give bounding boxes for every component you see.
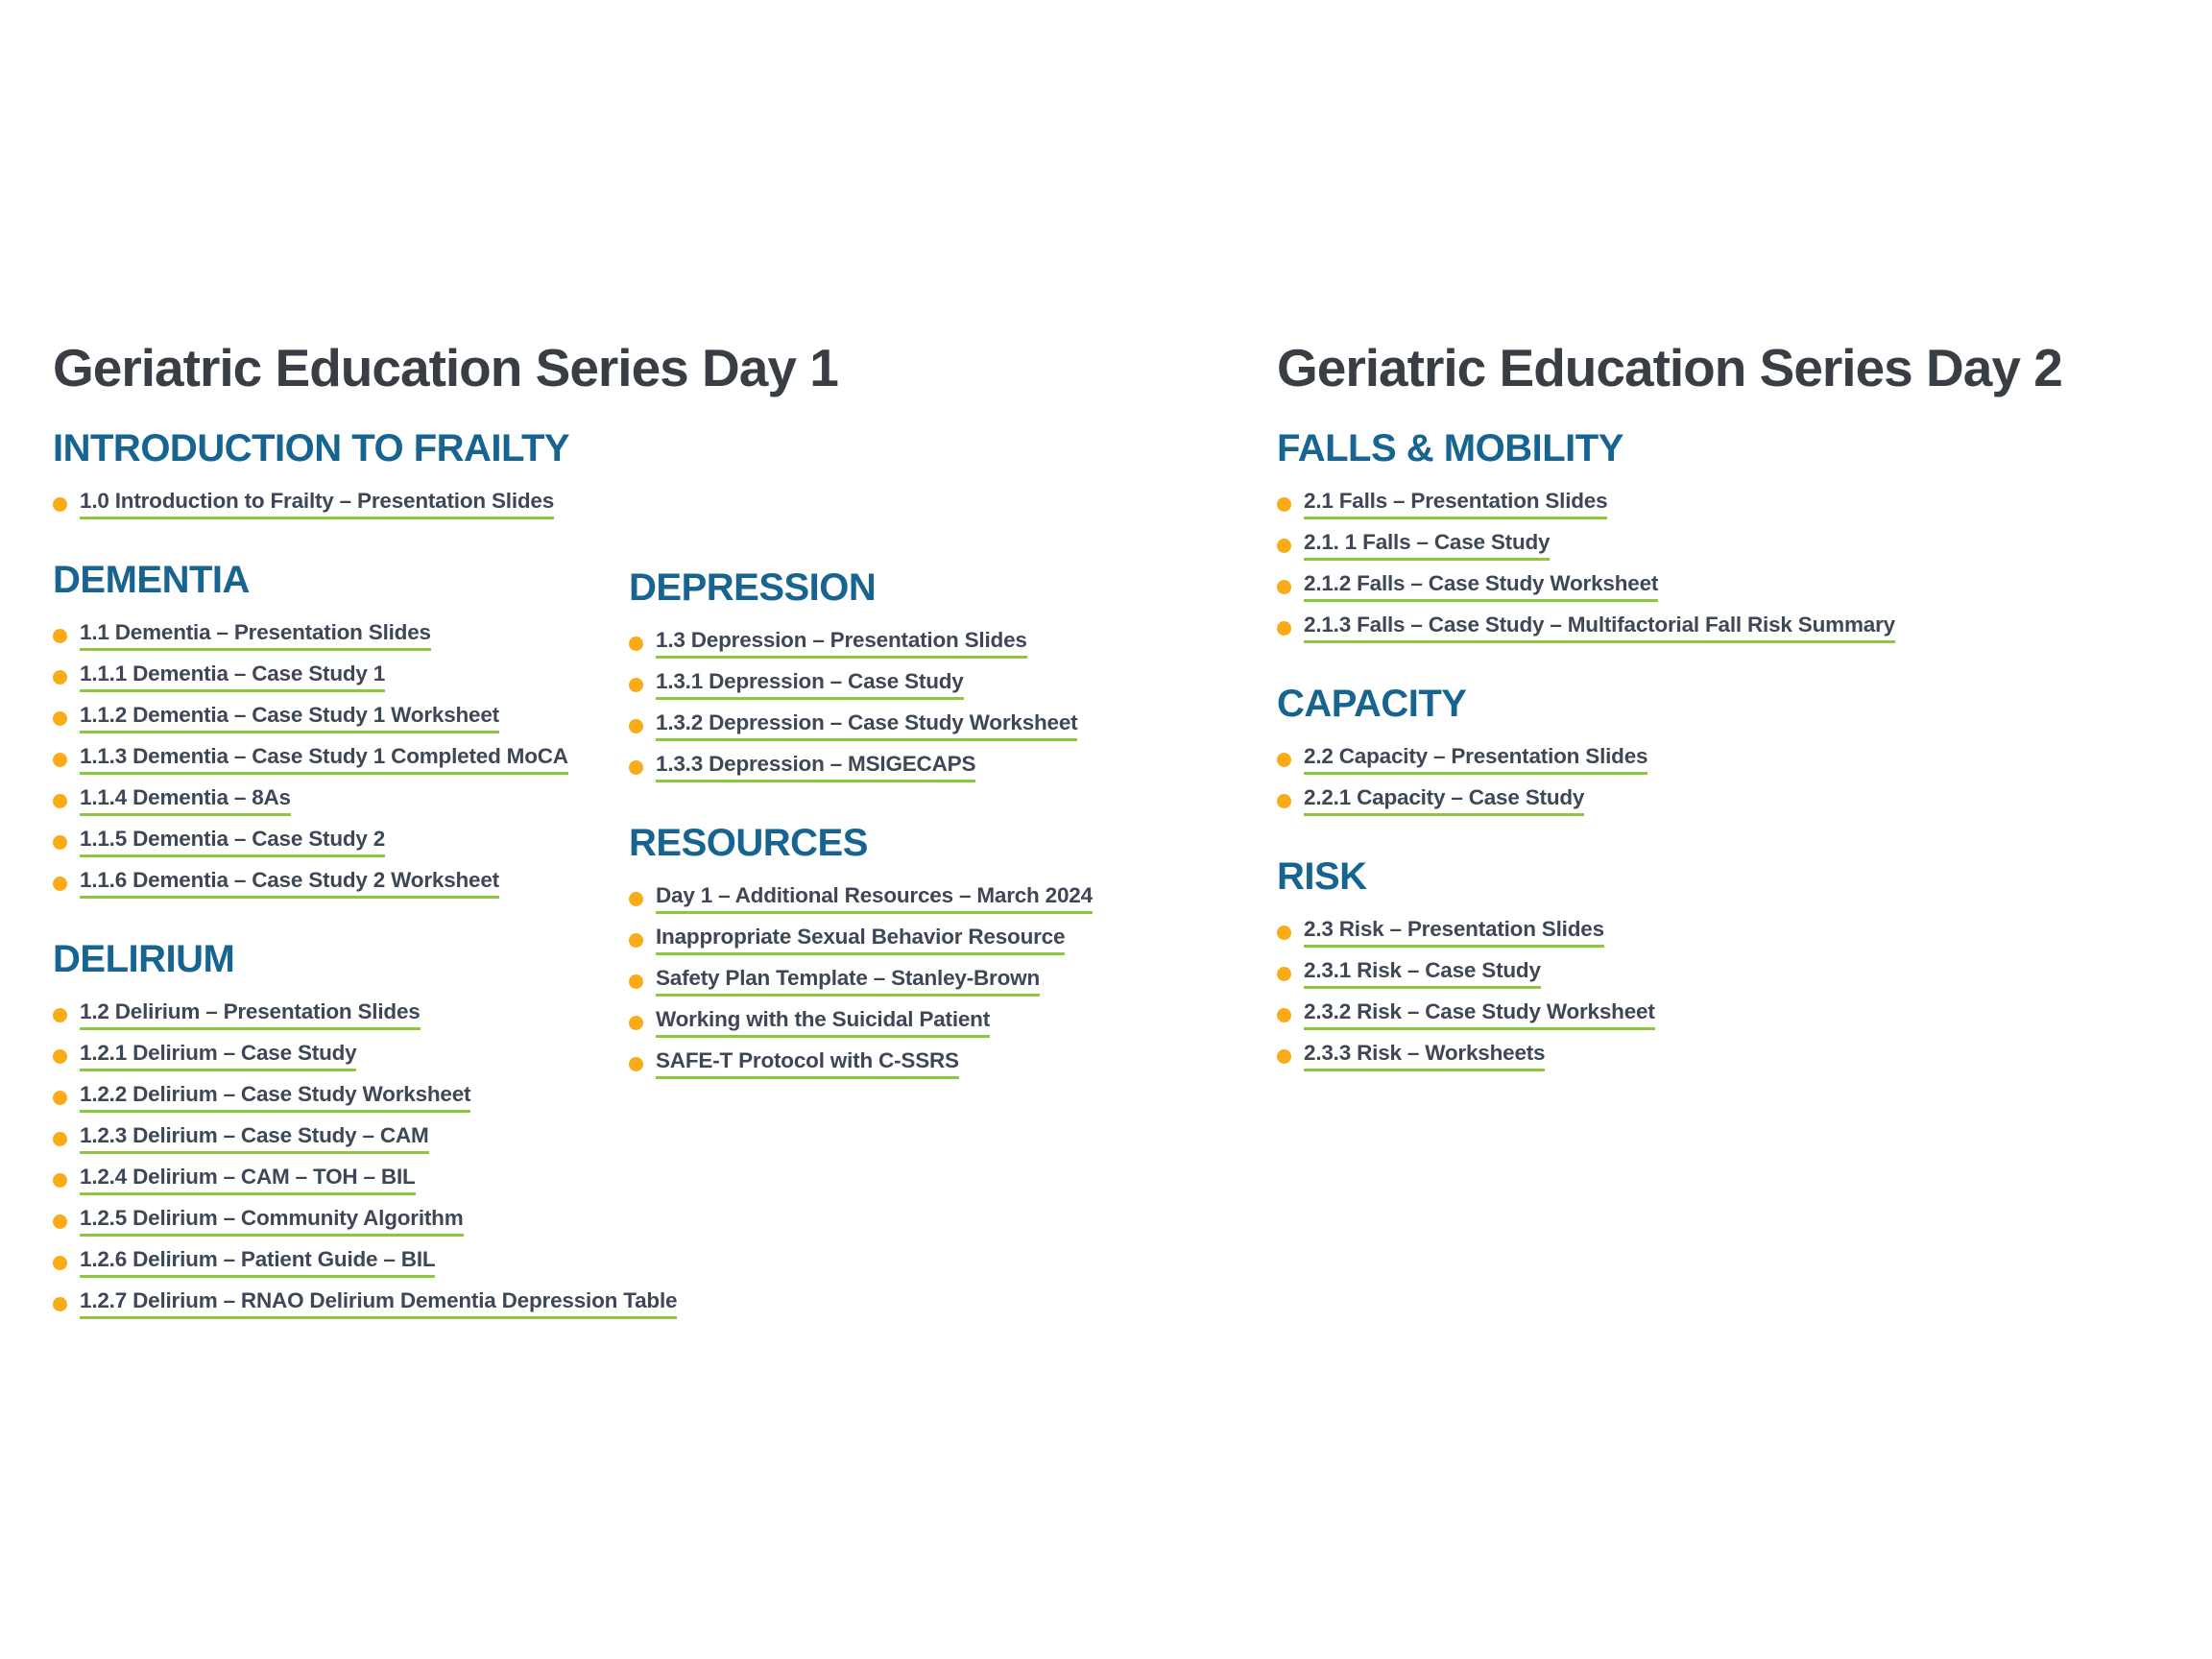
- day2-panel: [1277, 338, 2174, 1083]
- section-heading: DEMENTIA: [53, 559, 250, 602]
- resource-link[interactable]: 1.2.4 Delirium – CAM – TOH – BIL: [80, 1165, 416, 1195]
- bullet-icon: [53, 1049, 67, 1064]
- resource-link[interactable]: 2.1. 1 Falls – Case Study: [1304, 530, 1550, 561]
- bullet-icon: [629, 637, 643, 651]
- resource-list: [53, 999, 678, 1318]
- list-item: [53, 704, 629, 733]
- content-section: [53, 559, 629, 898]
- list-item: [629, 967, 1277, 996]
- list-item: [629, 711, 1277, 740]
- resource-link[interactable]: 1.3.2 Depression – Case Study Worksheet: [656, 710, 1077, 741]
- bullet-icon: [53, 711, 67, 726]
- resource-link[interactable]: 2.3.3 Risk – Worksheets: [1304, 1041, 1545, 1071]
- section-heading: DEPRESSION: [629, 566, 877, 610]
- bullet-icon: [629, 678, 643, 692]
- bullet-icon: [1277, 621, 1291, 636]
- list-item: [629, 753, 1277, 781]
- bullet-icon: [629, 1016, 643, 1030]
- bullet-icon: [1277, 580, 1291, 594]
- resource-link[interactable]: 1.1.6 Dementia – Case Study 2 Worksheet: [80, 868, 499, 899]
- bullet-icon: [629, 974, 643, 989]
- resource-link[interactable]: 2.1.2 Falls – Case Study Worksheet: [1304, 571, 1658, 602]
- list-item: [1277, 572, 2174, 601]
- list-item: [53, 1248, 629, 1277]
- resource-list: [53, 621, 629, 898]
- bullet-icon: [53, 1132, 67, 1146]
- list-item: [53, 490, 629, 518]
- bullet-icon: [1277, 497, 1291, 512]
- resource-list: [1277, 490, 2174, 642]
- resource-link[interactable]: 2.1 Falls – Presentation Slides: [1304, 489, 1607, 519]
- day1-panel: [53, 338, 1277, 1331]
- list-item: [1277, 490, 2174, 518]
- content-section: [629, 822, 1277, 1078]
- bullet-icon: [629, 719, 643, 733]
- bullet-icon: [629, 933, 643, 948]
- list-item: [53, 1042, 629, 1070]
- list-item: [53, 1288, 678, 1318]
- bullet-icon: [53, 835, 67, 850]
- resource-link[interactable]: Safety Plan Template – Stanley-Brown: [656, 966, 1040, 997]
- list-item: [1277, 531, 2174, 560]
- list-item: [629, 884, 1277, 913]
- bullet-icon: [53, 877, 67, 891]
- bullet-icon: [53, 497, 67, 512]
- resource-list: [1277, 918, 2174, 1070]
- bullet-icon: [1277, 1008, 1291, 1022]
- content-section: [53, 427, 629, 518]
- resource-list: [53, 490, 629, 518]
- content-section: [1277, 427, 2174, 642]
- resource-link[interactable]: 2.1.3 Falls – Case Study – Multifactorial Fall Risk Summary: [1304, 613, 1895, 643]
- list-item: [53, 745, 629, 774]
- resource-link[interactable]: 1.1.1 Dementia – Case Study 1: [80, 661, 385, 692]
- content-section: [629, 566, 1277, 781]
- resource-link[interactable]: 1.1.2 Dementia – Case Study 1 Worksheet: [80, 703, 499, 733]
- resource-link[interactable]: Inappropriate Sexual Behavior Resource: [656, 925, 1065, 955]
- list-item: [53, 662, 629, 691]
- day2-title: Geriatric Education Series Day 2: [1277, 338, 2062, 397]
- list-item: [1277, 613, 2174, 642]
- resource-link[interactable]: SAFE-T Protocol with C-SSRS: [656, 1048, 959, 1079]
- bullet-icon: [53, 629, 67, 643]
- day1-right-column: [629, 427, 1277, 1091]
- resource-link[interactable]: 1.2.6 Delirium – Patient Guide – BIL: [80, 1247, 435, 1278]
- day1-title: Geriatric Education Series Day 1: [53, 338, 838, 397]
- resource-list: [629, 629, 1277, 781]
- content-section: [1277, 683, 2174, 815]
- resource-link[interactable]: 1.3 Depression – Presentation Slides: [656, 628, 1027, 659]
- resource-link[interactable]: 1.3.1 Depression – Case Study: [656, 669, 964, 700]
- resource-link[interactable]: 1.2 Delirium – Presentation Slides: [80, 999, 421, 1030]
- section-heading: RISK: [1277, 855, 1367, 899]
- resource-link[interactable]: 1.2.1 Delirium – Case Study: [80, 1041, 356, 1071]
- bullet-icon: [53, 1008, 67, 1022]
- resource-list: [629, 884, 1277, 1078]
- resource-link[interactable]: 1.1.5 Dementia – Case Study 2: [80, 827, 385, 857]
- list-item: [1277, 786, 2174, 815]
- list-item: [1277, 1042, 2174, 1070]
- resource-link[interactable]: Working with the Suicidal Patient: [656, 1007, 990, 1038]
- bullet-icon: [53, 670, 67, 685]
- resource-link[interactable]: 1.3.3 Depression – MSIGECAPS: [656, 752, 975, 782]
- resource-link[interactable]: 1.2.3 Delirium – Case Study – CAM: [80, 1123, 429, 1154]
- list-item: [53, 786, 629, 815]
- list-item: [1277, 1000, 2174, 1029]
- section-heading: DELIRIUM: [53, 938, 235, 981]
- list-item: [629, 926, 1277, 954]
- day1-left-column: [53, 427, 678, 1331]
- content-wrap: [53, 338, 2174, 1331]
- section-heading: FALLS & MOBILITY: [1277, 427, 1623, 470]
- list-item: [53, 1083, 629, 1112]
- resource-link[interactable]: 1.1 Dementia – Presentation Slides: [80, 620, 431, 651]
- resource-link[interactable]: 1.1.3 Dementia – Case Study 1 Completed MoCA: [80, 744, 568, 775]
- content-section: [53, 938, 678, 1318]
- day2-sections: [1277, 427, 2174, 1070]
- resource-link[interactable]: 1.0 Introduction to Frailty – Presentation Slides: [80, 489, 554, 519]
- bullet-icon: [629, 760, 643, 775]
- list-item: [629, 670, 1277, 699]
- bullet-icon: [53, 1297, 67, 1311]
- list-item: [53, 1207, 629, 1236]
- bullet-icon: [629, 1057, 643, 1071]
- bullet-icon: [1277, 1049, 1291, 1064]
- list-item: [629, 1049, 1277, 1078]
- resource-link[interactable]: 2.3 Risk – Presentation Slides: [1304, 917, 1604, 948]
- resource-link[interactable]: 1.2.5 Delirium – Community Algorithm: [80, 1206, 464, 1237]
- resource-link[interactable]: 2.3.1 Risk – Case Study: [1304, 958, 1541, 989]
- bullet-icon: [53, 1214, 67, 1229]
- list-item: [53, 828, 629, 856]
- list-item: [629, 1008, 1277, 1037]
- list-item: [1277, 745, 2174, 774]
- bullet-icon: [1277, 539, 1291, 553]
- bullet-icon: [1277, 967, 1291, 981]
- list-item: [1277, 959, 2174, 988]
- day1-columns: [53, 427, 1277, 1331]
- resource-link[interactable]: 2.3.2 Risk – Case Study Worksheet: [1304, 999, 1655, 1030]
- resource-link[interactable]: 1.1.4 Dementia – 8As: [80, 785, 291, 816]
- bullet-icon: [1277, 794, 1291, 808]
- resource-link[interactable]: 1.2.7 Delirium – RNAO Delirium Dementia Depression Table: [80, 1288, 677, 1319]
- list-item: [53, 1124, 629, 1153]
- bullet-icon: [53, 1173, 67, 1188]
- list-item: [53, 1166, 629, 1194]
- bullet-icon: [53, 794, 67, 808]
- bullet-icon: [1277, 926, 1291, 940]
- section-heading: RESOURCES: [629, 822, 868, 865]
- resource-list: [1277, 745, 2174, 815]
- list-item: [1277, 918, 2174, 947]
- bullet-icon: [1277, 753, 1291, 767]
- list-item: [53, 1000, 629, 1029]
- content-section: [1277, 855, 2174, 1070]
- resource-link[interactable]: 2.2 Capacity – Presentation Slides: [1304, 744, 1647, 775]
- resource-link[interactable]: Day 1 – Additional Resources – March 2024: [656, 883, 1093, 914]
- list-item: [53, 869, 629, 898]
- resource-link[interactable]: 1.2.2 Delirium – Case Study Worksheet: [80, 1082, 470, 1113]
- list-item: [629, 629, 1277, 658]
- bullet-icon: [53, 753, 67, 767]
- bullet-icon: [629, 892, 643, 906]
- section-heading: INTRODUCTION TO FRAILTY: [53, 427, 570, 470]
- bullet-icon: [53, 1256, 67, 1270]
- bullet-icon: [53, 1091, 67, 1105]
- list-item: [53, 621, 629, 650]
- resource-link[interactable]: 2.2.1 Capacity – Case Study: [1304, 785, 1584, 816]
- section-heading: CAPACITY: [1277, 683, 1467, 726]
